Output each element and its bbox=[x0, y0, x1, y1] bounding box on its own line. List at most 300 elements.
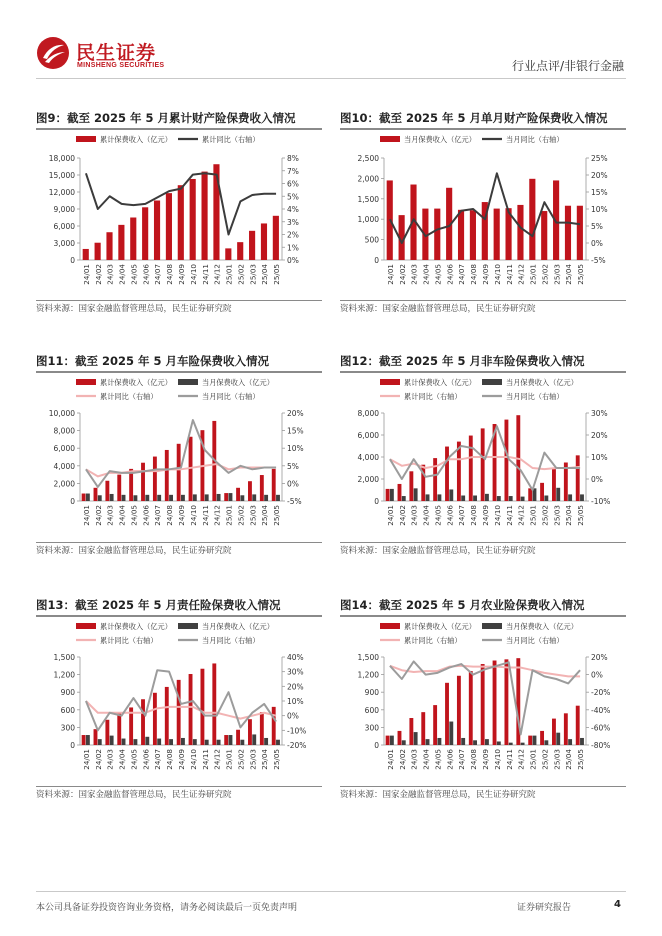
y-tick-label-right: 30% bbox=[287, 667, 304, 677]
x-tick-label: 24/05 bbox=[433, 749, 443, 770]
bar bbox=[461, 738, 465, 745]
x-tick-label: 24/05 bbox=[129, 264, 139, 285]
bar bbox=[141, 699, 145, 745]
y-tick-label-right: -10% bbox=[591, 497, 611, 506]
y-tick-label-left: 0 bbox=[70, 256, 75, 265]
bar bbox=[145, 495, 149, 501]
bar bbox=[110, 736, 114, 745]
bar bbox=[229, 735, 233, 745]
bar bbox=[517, 205, 523, 260]
legend-label: 累计同比（右轴） bbox=[100, 636, 158, 645]
y-tick-label-left: 10,000 bbox=[48, 409, 75, 418]
y-tick-label-left: 9,000 bbox=[53, 205, 75, 214]
y-tick-label-left: 1,000 bbox=[357, 215, 379, 225]
bar bbox=[229, 493, 233, 501]
y-tick-label-left: 600 bbox=[60, 705, 75, 715]
x-tick-label: 24/10 bbox=[188, 749, 198, 770]
x-tick-label: 24/07 bbox=[153, 264, 163, 285]
bar bbox=[556, 488, 560, 501]
x-tick-label: 25/04 bbox=[564, 505, 574, 526]
bar bbox=[497, 741, 501, 745]
x-tick-label: 25/01 bbox=[528, 505, 538, 526]
bar bbox=[457, 676, 461, 745]
bar bbox=[580, 738, 584, 745]
chart-title: 图10：截至 2025 年 5 月单月财产险保费收入情况 bbox=[340, 111, 608, 125]
bar bbox=[529, 179, 535, 260]
bar bbox=[117, 713, 121, 745]
bar bbox=[217, 494, 221, 501]
x-tick-label: 24/02 bbox=[397, 264, 407, 285]
bar bbox=[133, 495, 137, 501]
bar bbox=[200, 669, 204, 745]
bar bbox=[445, 447, 449, 501]
x-tick-label: 24/01 bbox=[385, 505, 395, 526]
y-tick-label-left: 600 bbox=[364, 705, 379, 715]
bar bbox=[252, 494, 256, 501]
y-tick-label-left: 900 bbox=[364, 688, 379, 698]
legend-label: 当月保费收入（亿元） bbox=[202, 622, 274, 631]
source-divider bbox=[340, 786, 626, 787]
x-tick-label: 24/06 bbox=[141, 264, 151, 285]
bar bbox=[426, 494, 430, 501]
page-header bbox=[0, 0, 662, 78]
bar bbox=[98, 495, 102, 501]
x-tick-label: 24/04 bbox=[117, 749, 127, 770]
x-tick-label: 24/12 bbox=[516, 264, 526, 285]
x-tick-label: 25/05 bbox=[576, 749, 586, 770]
y-tick-label-left: 0 bbox=[374, 497, 379, 506]
y-tick-label-left: 2,000 bbox=[357, 475, 379, 484]
legend-label: 当月保费收入（亿元） bbox=[506, 378, 578, 387]
chart-panel-fig13 bbox=[36, 597, 322, 817]
x-tick-label: 24/10 bbox=[492, 505, 502, 526]
bar bbox=[82, 735, 86, 745]
bar bbox=[552, 719, 556, 745]
x-tick-label: 24/06 bbox=[445, 264, 455, 285]
chart-title: 图13：截至 2025 年 5 月责任险保费收入情况 bbox=[36, 598, 281, 612]
bar bbox=[544, 740, 548, 745]
bar bbox=[165, 687, 169, 745]
footer-disclaimer: 本公司具备证券投资咨询业务资格，请务必阅读最后一页免责声明 bbox=[36, 903, 298, 913]
legend-swatch-bar bbox=[380, 136, 400, 142]
bar bbox=[248, 719, 252, 745]
bar bbox=[564, 713, 568, 745]
bar bbox=[540, 483, 544, 501]
bar bbox=[105, 720, 109, 745]
bar bbox=[276, 495, 280, 501]
bar bbox=[556, 733, 560, 745]
legend-swatch-bar bbox=[76, 623, 96, 629]
x-tick-label: 25/05 bbox=[272, 749, 282, 770]
bar bbox=[110, 494, 114, 501]
bar bbox=[449, 489, 453, 501]
source-divider bbox=[340, 542, 626, 543]
x-tick-label: 24/12 bbox=[516, 749, 526, 770]
x-tick-label: 24/03 bbox=[409, 749, 419, 770]
bar bbox=[576, 455, 580, 501]
bar bbox=[433, 458, 437, 501]
bar bbox=[469, 436, 473, 501]
x-tick-label: 25/02 bbox=[236, 749, 246, 770]
page-number: 4 bbox=[614, 899, 621, 910]
bar bbox=[145, 737, 149, 745]
x-tick-label: 24/11 bbox=[200, 505, 210, 526]
legend-label: 当月同比（右轴） bbox=[506, 636, 564, 645]
bar bbox=[426, 739, 430, 745]
legend-label: 累计同比（右轴） bbox=[404, 392, 462, 401]
title-divider bbox=[340, 615, 626, 617]
chart-svg bbox=[36, 375, 322, 541]
x-tick-label: 24/09 bbox=[177, 749, 186, 770]
bar bbox=[82, 494, 86, 501]
bar bbox=[157, 495, 161, 501]
x-tick-label: 24/03 bbox=[409, 264, 419, 285]
chart-title: 图11：截至 2025 年 5 月车险保费收入情况 bbox=[36, 354, 270, 368]
x-tick-label: 25/04 bbox=[564, 749, 574, 770]
y-tick-label-right: 15% bbox=[287, 426, 304, 436]
bar bbox=[544, 496, 548, 502]
legend-label: 累计保费收入（亿元） bbox=[100, 622, 172, 631]
y-tick-label-right: -20% bbox=[287, 741, 307, 750]
x-tick-label: 24/02 bbox=[397, 505, 407, 526]
y-tick-label-right: -40% bbox=[591, 705, 611, 715]
x-tick-label: 25/05 bbox=[576, 264, 586, 285]
title-divider bbox=[36, 128, 322, 130]
x-tick-label: 24/02 bbox=[93, 749, 103, 770]
legend-swatch-bar bbox=[178, 379, 198, 385]
y-tick-label-right: 10% bbox=[287, 697, 304, 706]
legend-swatch-bar bbox=[380, 379, 400, 385]
logo-english-name: MINSHENG SECURITIES bbox=[77, 62, 165, 69]
x-tick-label: 25/02 bbox=[236, 264, 246, 285]
y-tick-label-right: 20% bbox=[591, 653, 608, 662]
x-tick-label: 25/04 bbox=[260, 505, 270, 526]
x-tick-label: 25/01 bbox=[528, 264, 538, 285]
bar bbox=[193, 739, 197, 745]
x-tick-label: 25/02 bbox=[540, 749, 550, 770]
footer-divider bbox=[36, 891, 626, 892]
bar bbox=[541, 211, 547, 260]
x-tick-label: 25/04 bbox=[260, 749, 270, 770]
bar bbox=[493, 661, 497, 745]
y-tick-label-left: 2,500 bbox=[357, 154, 379, 163]
x-tick-label: 24/09 bbox=[481, 749, 490, 770]
y-tick-label-left: 12,000 bbox=[48, 188, 75, 197]
footer-report-type: 证券研究报告 bbox=[517, 903, 572, 913]
x-tick-label: 24/12 bbox=[212, 749, 222, 770]
bar bbox=[141, 463, 145, 501]
bar bbox=[485, 494, 489, 501]
bar bbox=[504, 659, 508, 745]
bar bbox=[225, 248, 231, 260]
x-tick-label: 25/01 bbox=[528, 749, 538, 770]
x-tick-label: 25/04 bbox=[260, 264, 270, 285]
x-tick-label: 24/05 bbox=[129, 505, 139, 526]
chart-source: 资料来源：国家金融监督管理总局，民生证券研究院 bbox=[340, 304, 536, 314]
y-tick-label-right: 5% bbox=[287, 461, 299, 471]
logo-chinese-name: 民生证券 bbox=[76, 42, 157, 64]
bar bbox=[178, 185, 184, 260]
x-tick-label: 25/03 bbox=[552, 749, 562, 770]
header-divider bbox=[36, 78, 626, 79]
bar bbox=[95, 243, 101, 260]
legend-label: 当月同比（右轴） bbox=[506, 392, 564, 401]
x-tick-label: 24/08 bbox=[469, 749, 479, 770]
bar bbox=[205, 740, 209, 745]
y-tick-label-left: 4,000 bbox=[53, 461, 75, 471]
bar bbox=[260, 712, 264, 745]
bar bbox=[421, 712, 425, 745]
bar bbox=[470, 210, 476, 260]
x-tick-label: 24/07 bbox=[457, 505, 467, 526]
bar bbox=[130, 218, 136, 261]
bar bbox=[577, 206, 583, 260]
y-tick-label-right: -5% bbox=[591, 256, 606, 265]
bar bbox=[224, 493, 228, 501]
bar bbox=[386, 489, 390, 501]
legend-label: 累计保费收入（亿元） bbox=[100, 378, 172, 387]
y-tick-label-right: 0% bbox=[287, 479, 299, 489]
bar bbox=[437, 738, 441, 745]
y-tick-label-left: 0 bbox=[70, 741, 75, 750]
bar bbox=[390, 736, 394, 745]
source-divider bbox=[340, 300, 626, 301]
x-tick-label: 24/08 bbox=[469, 505, 479, 526]
bar bbox=[386, 736, 390, 745]
y-tick-label-right: 30% bbox=[591, 409, 608, 418]
x-tick-label: 24/02 bbox=[397, 749, 407, 770]
bar bbox=[166, 193, 172, 260]
minsheng-logo-icon bbox=[36, 36, 70, 70]
y-tick-label-left: 0 bbox=[70, 497, 75, 506]
x-tick-label: 24/02 bbox=[93, 264, 103, 285]
x-tick-label: 24/04 bbox=[421, 505, 431, 526]
bar bbox=[509, 743, 513, 745]
bar bbox=[521, 743, 525, 745]
y-tick-label-left: 300 bbox=[60, 723, 75, 733]
bar bbox=[565, 206, 571, 260]
x-tick-label: 25/05 bbox=[272, 505, 282, 526]
y-tick-label-right: 15% bbox=[591, 188, 608, 197]
x-tick-label: 24/09 bbox=[481, 505, 490, 526]
bar bbox=[272, 707, 276, 745]
y-tick-label-right: -80% bbox=[591, 741, 611, 750]
y-tick-label-right: 10% bbox=[591, 205, 608, 214]
source-divider bbox=[36, 786, 322, 787]
bar bbox=[86, 494, 90, 501]
x-tick-label: 24/07 bbox=[153, 749, 163, 770]
title-divider bbox=[340, 371, 626, 373]
x-tick-label: 24/06 bbox=[445, 505, 455, 526]
legend-label: 当月同比（右轴） bbox=[202, 636, 260, 645]
bar bbox=[248, 481, 252, 501]
x-tick-label: 24/02 bbox=[93, 505, 103, 526]
bar bbox=[201, 172, 207, 260]
bar bbox=[212, 663, 216, 745]
bar bbox=[437, 494, 441, 501]
legend-swatch-bar bbox=[482, 623, 502, 629]
bar bbox=[249, 231, 255, 260]
bar bbox=[117, 475, 121, 501]
x-tick-label: 24/04 bbox=[421, 264, 431, 285]
bar bbox=[434, 209, 440, 260]
bar bbox=[449, 722, 453, 745]
bar bbox=[177, 444, 181, 501]
x-tick-label: 24/10 bbox=[492, 264, 502, 285]
x-tick-label: 25/02 bbox=[236, 505, 246, 526]
x-tick-label: 25/05 bbox=[576, 505, 586, 526]
bar bbox=[504, 420, 508, 501]
bar bbox=[252, 734, 256, 745]
x-tick-label: 24/08 bbox=[165, 749, 175, 770]
bar bbox=[414, 732, 418, 745]
x-tick-label: 24/03 bbox=[105, 264, 115, 285]
y-tick-label-left: 500 bbox=[364, 235, 379, 245]
chart-svg bbox=[340, 132, 626, 300]
legend-label: 当月同比（右轴） bbox=[506, 135, 564, 144]
x-tick-label: 25/03 bbox=[248, 505, 258, 526]
x-tick-label: 25/02 bbox=[540, 264, 550, 285]
bar bbox=[190, 179, 196, 260]
bar bbox=[240, 740, 244, 745]
y-tick-label-right: 20% bbox=[287, 409, 304, 418]
x-tick-label: 24/12 bbox=[212, 505, 222, 526]
y-tick-label-right: 0% bbox=[287, 256, 299, 265]
legend-label: 累计同比（右轴） bbox=[202, 135, 260, 144]
bar bbox=[398, 484, 402, 501]
y-tick-label-right: 2% bbox=[287, 230, 299, 240]
bar bbox=[469, 671, 473, 745]
x-tick-label: 24/01 bbox=[385, 264, 395, 285]
y-tick-label-right: 5% bbox=[591, 222, 603, 231]
bar bbox=[402, 740, 406, 745]
x-tick-label: 25/01 bbox=[224, 264, 234, 285]
bar bbox=[272, 469, 276, 501]
bar bbox=[169, 739, 173, 745]
x-tick-label: 24/09 bbox=[481, 264, 490, 285]
bar bbox=[118, 225, 124, 260]
x-tick-label: 25/03 bbox=[248, 749, 258, 770]
bar bbox=[86, 735, 90, 745]
chart-panel-fig12 bbox=[340, 353, 626, 573]
bar bbox=[264, 495, 268, 501]
bar bbox=[264, 738, 268, 745]
x-tick-label: 24/10 bbox=[492, 749, 502, 770]
bar bbox=[169, 495, 173, 501]
x-tick-label: 24/04 bbox=[117, 505, 127, 526]
bar bbox=[193, 494, 197, 501]
bar bbox=[402, 496, 406, 501]
title-divider bbox=[36, 615, 322, 617]
bar bbox=[458, 210, 464, 260]
bar bbox=[409, 471, 413, 501]
y-tick-label-left: 8,000 bbox=[53, 426, 75, 436]
y-tick-label-left: 4,000 bbox=[357, 453, 379, 462]
y-tick-label-right: 4% bbox=[287, 205, 299, 214]
report-category: 行业点评/非银行金融 bbox=[511, 59, 624, 73]
legend-swatch-bar bbox=[380, 623, 400, 629]
legend-swatch-bar bbox=[178, 623, 198, 629]
bar bbox=[481, 664, 485, 745]
bar bbox=[433, 705, 437, 745]
legend-label: 当月保费收入（亿元） bbox=[202, 378, 274, 387]
y-tick-label-right: 0% bbox=[591, 670, 603, 680]
y-tick-label-left: 300 bbox=[364, 723, 379, 733]
chart-svg bbox=[36, 619, 322, 785]
bar bbox=[521, 497, 525, 501]
y-tick-label-right: -5% bbox=[287, 497, 302, 506]
x-tick-label: 24/07 bbox=[457, 264, 467, 285]
chart-source: 资料来源：国家金融监督管理总局，民生证券研究院 bbox=[36, 304, 232, 314]
bar bbox=[189, 674, 193, 745]
y-tick-label-left: 900 bbox=[60, 688, 75, 698]
x-tick-label: 24/06 bbox=[141, 505, 151, 526]
legend-label: 当月保费收入（亿元） bbox=[404, 135, 476, 144]
bar bbox=[237, 242, 243, 260]
bar bbox=[552, 469, 556, 501]
series-line bbox=[86, 420, 276, 487]
x-tick-label: 24/11 bbox=[504, 264, 514, 285]
legend-swatch-bar bbox=[76, 136, 96, 142]
x-tick-label: 24/08 bbox=[165, 505, 175, 526]
bar bbox=[142, 207, 148, 260]
x-tick-label: 24/06 bbox=[445, 749, 455, 770]
y-tick-label-right: 0% bbox=[591, 475, 603, 484]
bar bbox=[133, 739, 137, 745]
bar bbox=[445, 683, 449, 745]
bar bbox=[157, 739, 161, 745]
y-tick-label-right: 20% bbox=[287, 682, 304, 692]
y-tick-label-right: -20% bbox=[591, 688, 611, 698]
y-tick-label-right: 0% bbox=[287, 711, 299, 721]
chart-panel-fig11 bbox=[36, 353, 322, 573]
bar bbox=[153, 457, 157, 501]
y-tick-label-right: 20% bbox=[591, 171, 608, 180]
bar bbox=[154, 201, 160, 261]
legend-label: 当月同比（右轴） bbox=[202, 392, 260, 401]
bar bbox=[481, 428, 485, 501]
x-tick-label: 24/01 bbox=[385, 749, 395, 770]
chart-title: 图14：截至 2025 年 5 月农业险保费收入情况 bbox=[340, 598, 585, 612]
x-tick-label: 24/05 bbox=[433, 505, 443, 526]
x-tick-label: 24/01 bbox=[81, 505, 91, 526]
bar bbox=[177, 680, 181, 745]
bar bbox=[224, 735, 228, 745]
y-tick-label-left: 2,000 bbox=[53, 479, 75, 489]
x-tick-label: 24/03 bbox=[105, 749, 115, 770]
bar bbox=[276, 740, 280, 745]
series-line bbox=[390, 426, 580, 490]
chart-title: 图12：截至 2025 年 5 月非车险保费收入情况 bbox=[340, 354, 585, 368]
chart-svg bbox=[36, 132, 322, 300]
chart-source: 资料来源：国家金融监督管理总局，民生证券研究院 bbox=[340, 546, 536, 556]
bar bbox=[94, 488, 98, 501]
y-tick-label-left: 2,000 bbox=[357, 174, 379, 184]
x-tick-label: 24/12 bbox=[212, 264, 222, 285]
series-line bbox=[86, 670, 276, 730]
y-tick-label-right: 10% bbox=[287, 444, 304, 454]
legend-label: 累计保费收入（亿元） bbox=[404, 378, 476, 387]
bar bbox=[568, 739, 572, 745]
x-tick-label: 24/01 bbox=[81, 749, 91, 770]
x-tick-label: 24/09 bbox=[177, 264, 186, 285]
y-tick-label-right: 8% bbox=[287, 154, 299, 163]
y-tick-label-right: 7% bbox=[287, 166, 299, 176]
x-tick-label: 24/11 bbox=[200, 749, 210, 770]
y-tick-label-left: 3,000 bbox=[53, 239, 75, 248]
bar bbox=[461, 496, 465, 502]
legend-swatch-bar bbox=[482, 379, 502, 385]
